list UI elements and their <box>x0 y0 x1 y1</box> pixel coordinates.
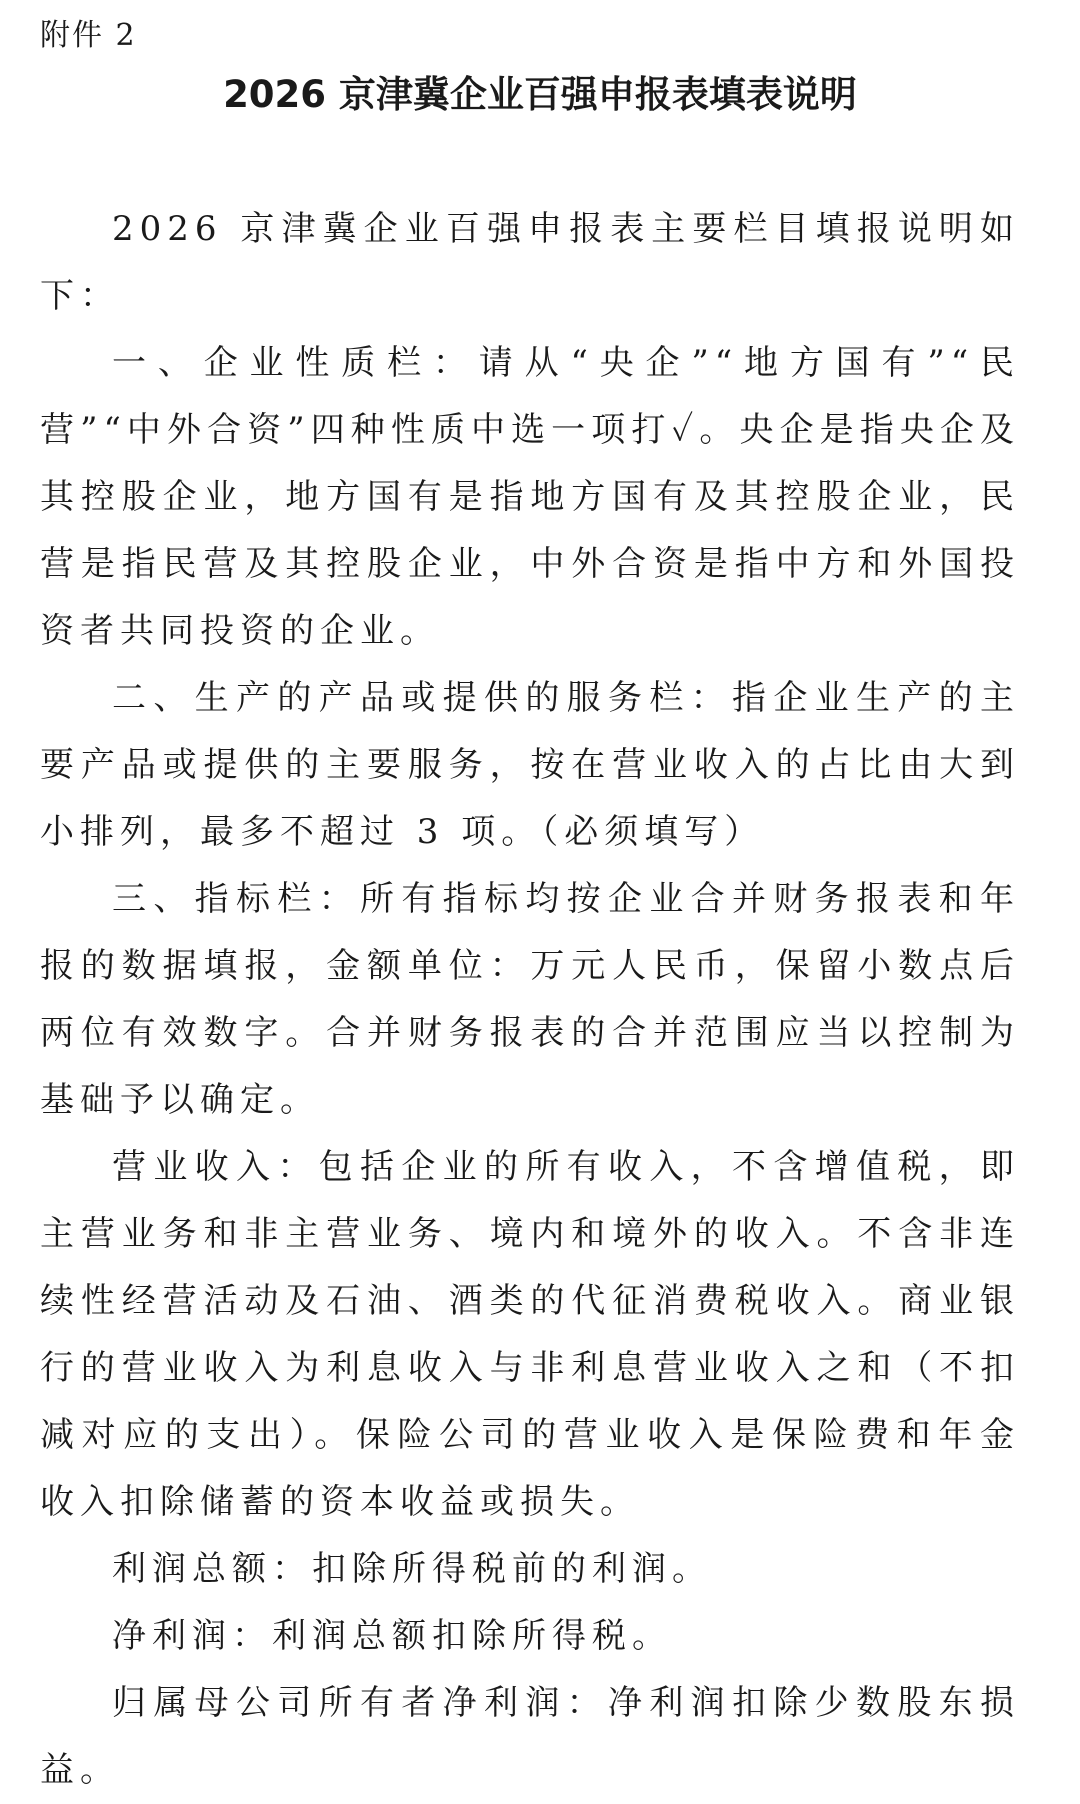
document-title: 2026 京津冀企业百强申报表填表说明 <box>223 73 857 116</box>
paragraph-parent-net-profit: 归属母公司所有者净利润：净利润扣除少数股东损益。 <box>40 1683 1020 1790</box>
paragraph-indicators: 三、指标栏：所有指标均按企业合并财务报表和年报的数据填报，金额单位：万元人民币，保留小数点后两位有效数字。合并财务报表的合并范围应当以控制为基础予以确定。 <box>40 879 1020 1120</box>
paragraph-enterprise-nature: 一、企业性质栏：请从“央企”“地方国有”“民营”“中外合资”四种性质中选一项打✓。央企是指央企及其控股企业，地方国有是指地方国有及其控股企业，民营是指民营及其控股企业，中外合资是指中方和外国投资者共同投资的企业。 <box>40 343 1020 651</box>
document-body <box>40 196 1020 1804</box>
paragraph-intro: 2026 京津冀企业百强申报表主要栏目填报说明如下： <box>40 209 1020 316</box>
paragraph-products-services: 二、生产的产品或提供的服务栏：指企业生产的主要产品或提供的主要服务，按在营业收入的占比由大到小排列，最多不超过 3 项。（必须填写） <box>40 678 1020 852</box>
paragraph-net-profit: 净利润：利润总额扣除所得税。 <box>112 1616 672 1656</box>
attachment-label: 附件 2 <box>40 18 137 53</box>
paragraph-total-profit: 利润总额：扣除所得税前的利润。 <box>112 1549 712 1589</box>
paragraph-operating-revenue: 营业收入：包括企业的所有收入，不含增值税，即主营业务和非主营业务、境内和境外的收入。不含非连续性经营活动及石油、酒类的代征消费税收入。商业银行的营业收入为利息收入与非利息营业收入之和（不扣减对应的支出）。保险公司的营业收入是保险费和年金收入扣除储蓄的资本收益或损失。 <box>40 1147 1020 1522</box>
